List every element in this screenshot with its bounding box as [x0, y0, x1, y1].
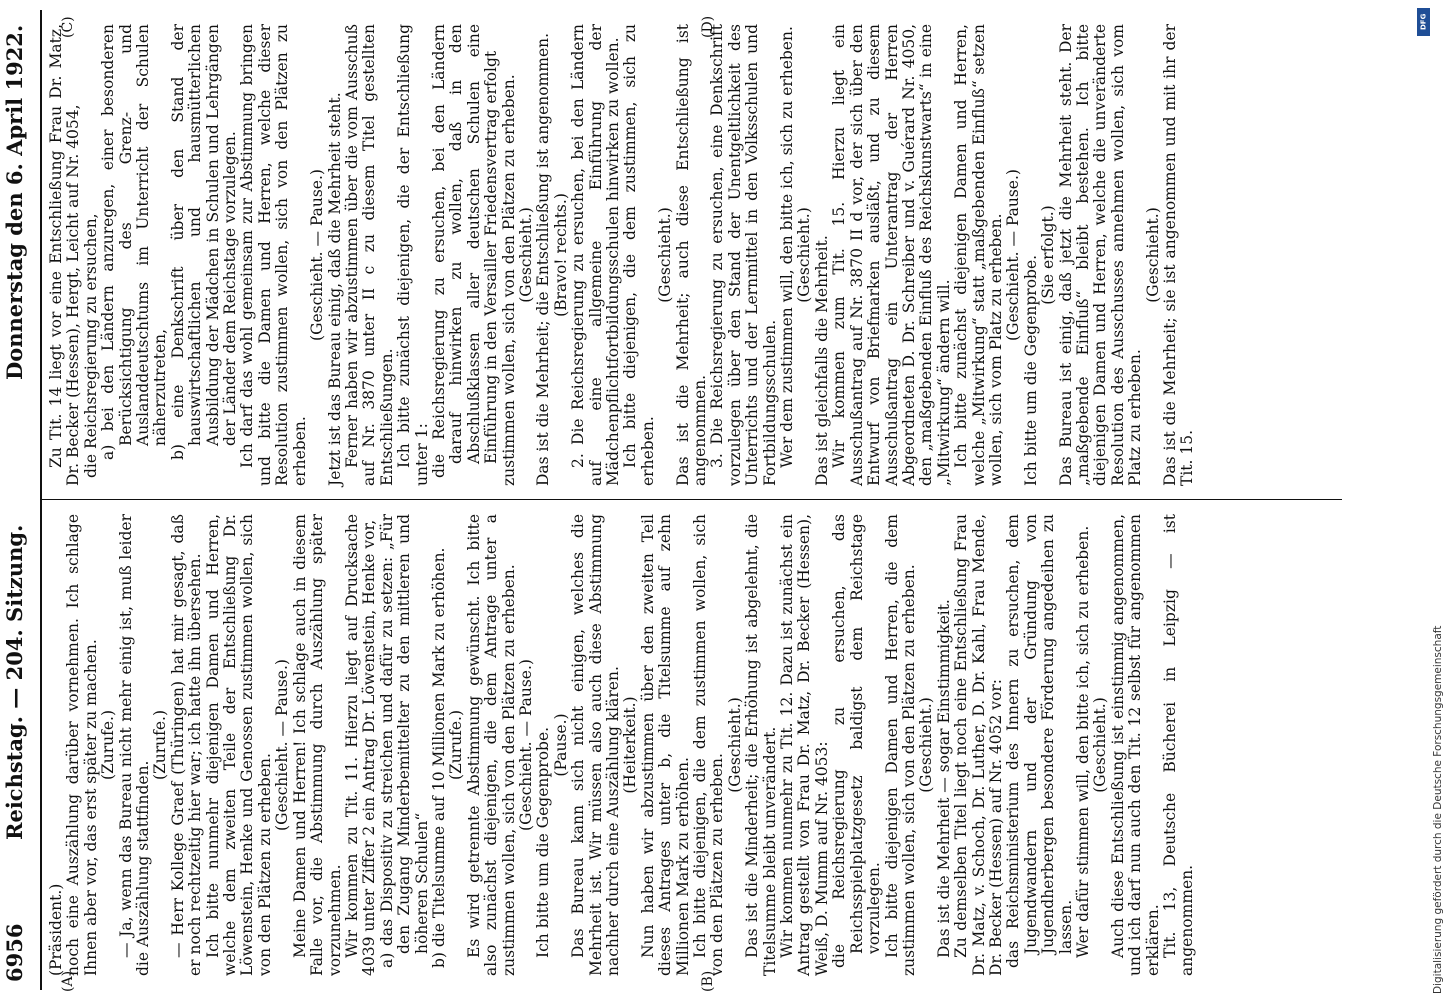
right-running-title: Donnerstag den 6. April 1922.: [2, 24, 27, 380]
paragraph: Ich bitte um die Gegenprobe.: [1021, 254, 1040, 486]
margin-mark-c: (C): [60, 16, 76, 38]
interjection: (Geschieht. — Pause.): [273, 659, 292, 831]
paragraph: Es wird getrennte Abstimmung gewünscht. Ich bitte also zunächst diejenigen, die dem Antrage unter a zustimmen wollen, sich von den Plätzen zu erheben.: [464, 514, 518, 976]
paragraph: Wir kommen nunmehr zu Tit. 12. Dazu ist zunächst ein Antrag gestellt von Frau Dr. Matz, Dr. Becker (Hessen), Weiß, D. Mumm auf Nr. 4053:: [778, 514, 831, 976]
margin-mark-b: (B): [700, 970, 716, 992]
paragraph: Wir kommen zu Tit. 11. Hierzu liegt auf Drucksache 4039 unter Ziffer 2 ein Antrag Dr. Löwenstein, Henke vor,: [342, 514, 379, 976]
interjection: (Geschieht. — Pause.): [308, 169, 327, 341]
paragraph: noch eine Auszählung darüber vornehmen. Ich schlage Ihnen aber vor, das erst später zu machen.: [64, 514, 100, 976]
paragraph: Nun haben wir abzustimmen über den zweiten Teil dieses Antrages unter b, die Titelsumme auf zehn Millionen Mark zu erhöhen.: [638, 514, 692, 976]
list-item: b) die Titelsumme auf 10 Millionen Mark zu erhöhen.: [429, 547, 448, 968]
interjection: (Geschieht. — Pause.): [1004, 169, 1023, 341]
speaker-label: (Präsident.): [47, 883, 65, 976]
interjection: (Geschieht.): [1143, 207, 1162, 303]
paragraph: Ich darf das wohl gemeinsam zur Abstimmung bringen und bitte die Damen und Herren, welche dieser Resolution zustimmen wollen, sich von den Plätzen zu erheben.: [238, 24, 309, 486]
page-header: [0, 10, 34, 990]
margin-mark-d: (D): [700, 15, 716, 38]
paragraph: Ich bitte diejenigen, die dem zustimmen wollen, sich von den Plätzen zu erheben.: [691, 514, 727, 976]
interjection: (Zurufe.): [447, 709, 466, 781]
list-item: 2. Die Reichsregierung zu ersuchen, bei den Ländern auf eine allgemeine Einführung der Mädchenpflichtfortbildungsschulen hinwirken zu wollen.: [569, 24, 622, 486]
interjection: (Bravo! rechts.): [551, 193, 570, 317]
paragraph: Jetzt ist das Bureau einig, daß die Mehrheit steht.: [325, 92, 344, 486]
list-item: 3. Die Reichsregierung zu ersuchen, eine Denkschrift vorzulegen über den Stand der Unentgeltlichkeit des Unterrichts und der Lernmittel in den Volksschulen und Fortbildungsschulen.: [708, 24, 779, 486]
paragraph: Das ist die Mehrheit; sie ist angenommen und mit ihr der Tit. 15.: [1161, 24, 1197, 486]
paragraph: Ich bitte um die Gegenprobe.: [534, 726, 553, 958]
interjection: (Heiterkeit.): [621, 696, 640, 794]
paragraph: Ich bitte diejenigen Damen und Herren, die dem zustimmen wollen, sich von den Plätzen zu erheben.: [882, 514, 918, 976]
interjection: (Geschieht.): [917, 697, 936, 793]
margin-mark-a: (A): [60, 970, 76, 992]
interjection: (Geschieht.): [656, 207, 675, 303]
interjection: (Sie erfolgt.): [1039, 205, 1058, 305]
paragraph: Wir kommen zum Tit. 15. Hierzu liegt ein Ausschußantrag auf Nr. 3870 II d vor, der sich über den Entwurf von Briefmarken ausläßt, und zu diesem Ausschußantrag ein Unterantrag der Herren Abgeordneten D. Dr. Schreiber und v. Guérard Nr. 4050, den „maßgebenden Einfluß des Reichskunstwarts“ in eine „Mitwirkung“ ändern will.: [830, 24, 953, 486]
paragraph: die Reichsregierung zu ersuchen,: [81, 213, 100, 478]
paragraph: Wer dem zustimmen will, den bitte ich, sich zu erheben.: [778, 26, 797, 468]
left-column: [48, 514, 1197, 976]
interjection: (Geschieht.): [795, 207, 814, 303]
column-separator: [42, 499, 1342, 500]
paragraph: — Herr Kollege Graef (Thüringen) hat mir gesagt, daß er noch rechtzeitig hier war; ich hatte ihn übersehen.: [168, 514, 205, 976]
paragraph: — Ja, wenn das Bureau nicht mehr einig ist, muß leider die Auszählung stattfinden.: [116, 514, 153, 976]
quoted-motion: die Reichsregierung zu ersuchen, bei den Ländern darauf hinwirken zu wollen, daß in den Abschlußklassen aller deutschen Schulen eine Einführung in den Versailler Friedensvertrag erfolgt: [429, 24, 501, 478]
paragraph: Das Bureau kann sich nicht einigen, welches die Mehrheit ist. Wir müssen also auch diese Abstimmung nachher durch eine Auszählung klären.: [569, 514, 622, 976]
paragraph: Das Bureau ist einig, daß jetzt die Mehrheit steht. Der „maßgebende Einfluß“ bleibt bestehen. Ich bitte diejenigen Damen und Herren, welche die unveränderte Resolution des Ausschusses annehmen wollen, sich vom Platz zu erheben.: [1056, 24, 1145, 486]
paragraph: Das ist die Mehrheit; auch diese Entschließung ist angenommen.: [673, 24, 710, 486]
dfg-logo-icon: DFG: [1417, 8, 1430, 36]
digitization-credit: Digitalisierung gefördert durch die Deutsche Forschungsgemeinschaft: [1432, 625, 1444, 994]
interjection: (Zurufe.): [151, 709, 170, 781]
header-rule: [40, 10, 42, 990]
paragraph: Ich bitte diejenigen, die dem zustimmen, sich zu erheben.: [621, 24, 657, 486]
list-item: b) eine Denkschrift über den Stand der hauswirtschaftlichen und hausmütterlichen Ausbildung der Mädchen in Schulen und Lehrgängen der Länder dem Reichstage vorzulegen.: [168, 24, 240, 460]
paragraph: Ich bitte zunächst diejenigen Damen und Herren, welche „Mitwirkung“ statt „maßgebenden Einfluß“ setzen wollen, sich vom Platz zu erheben.: [952, 24, 1005, 486]
digitization-credit-strip: [1412, 0, 1444, 1000]
paragraph: Zu Tit. 14 liegt vor eine Entschließung Frau Dr. Matz, Dr. Becker (Hessen), Hergt, Leicht auf Nr. 4054,: [47, 24, 83, 486]
paragraph: zustimmen wollen, sich von den Plätzen zu erheben.: [499, 74, 518, 486]
paragraph: Ferner haben wir abzustimmen über die vom Ausschuß auf Nr. 3870 unter II c zu diesem Titel gestellten Entschließungen.: [342, 24, 396, 486]
paragraph: Auch diese Entschließung ist einstimmig angenommen, und ich darf nun auch den Tit. 12 selbst für angenommen erklären.: [1108, 514, 1162, 976]
interjection: (Zurufe.): [99, 709, 118, 781]
paragraph: Tit. 13, Deutsche Bücherei in Leipzig — ist angenommen.: [1161, 514, 1197, 976]
interjection: (Geschieht.): [1091, 697, 1110, 793]
quoted-motion: die Reichsregierung zu ersuchen, das Reichsspielplatzgesetz baldigst dem Reichstage vorzulegen.: [830, 514, 884, 968]
interjection: (Pause.): [551, 713, 570, 777]
paragraph: Ich bitte nunmehr diejenigen Damen und Herren, welche dem zweiten Teile der Entschließung Dr. Löwenstein, Henke und Genossen zustimmen wollen, sich von den Plätzen zu erheben.: [203, 514, 274, 976]
paragraph: Das ist gleichfalls die Mehrheit.: [812, 235, 831, 486]
quoted-motion: das Reichsministerium des Innern zu ersuchen, dem Jugendwandern und der Gründung von Jugendherbergen besondere Förderung angedeihen zu lassen.: [1004, 514, 1075, 968]
paragraph: Meine Damen und Herren! Ich schlage auch in diesem Falle vor, die Abstimmung durch Auszählung später vorzunehmen.: [290, 514, 344, 976]
paragraph: Ich bitte zunächst diejenigen, die der Entschließung unter 1:: [395, 24, 431, 486]
left-running-title: Reichstag. — 204. Sitzung.: [2, 524, 27, 840]
list-item: a) das Dispositiv zu streichen und dafür zu setzen: „Für den Zugang Minderbemittelter zu den mittleren und höheren Schulen“: [377, 514, 431, 968]
rotated-page: [0, 10, 1390, 990]
paragraph: Das ist die Mehrheit — sogar Einstimmigkeit.: [934, 599, 953, 958]
paragraph: Das ist die Minderheit; die Erhöhung ist abgelehnt, die Titelsumme bleibt unverändert.: [743, 514, 779, 976]
paragraph: Das ist die Mehrheit; die Entschließung ist angenommen.: [534, 32, 553, 486]
interjection: (Geschieht.): [516, 207, 535, 303]
right-column: [48, 24, 1197, 486]
paragraph: Wer dafür stimmen will, den bitte ich, sich zu erheben.: [1073, 525, 1092, 958]
interjection: (Geschieht.): [725, 697, 744, 793]
paragraph: Zu demselben Titel liegt noch eine Entschließung Frau Dr. Matz, v. Schoch, Dr. Luther, D. Dr. Kahl, Frau Mende, Dr. Becker (Hessen) auf Nr. 4052 vor:: [952, 514, 1005, 976]
page-number: 6956: [2, 923, 27, 982]
interjection: (Geschieht. — Pause.): [516, 659, 535, 831]
list-item: a) bei den Ländern anzuregen, einer besonderen Berücksichtigung des Grenz- und Auslanddeutschtums im Unterricht der Schulen näherzutreten,: [99, 24, 170, 460]
